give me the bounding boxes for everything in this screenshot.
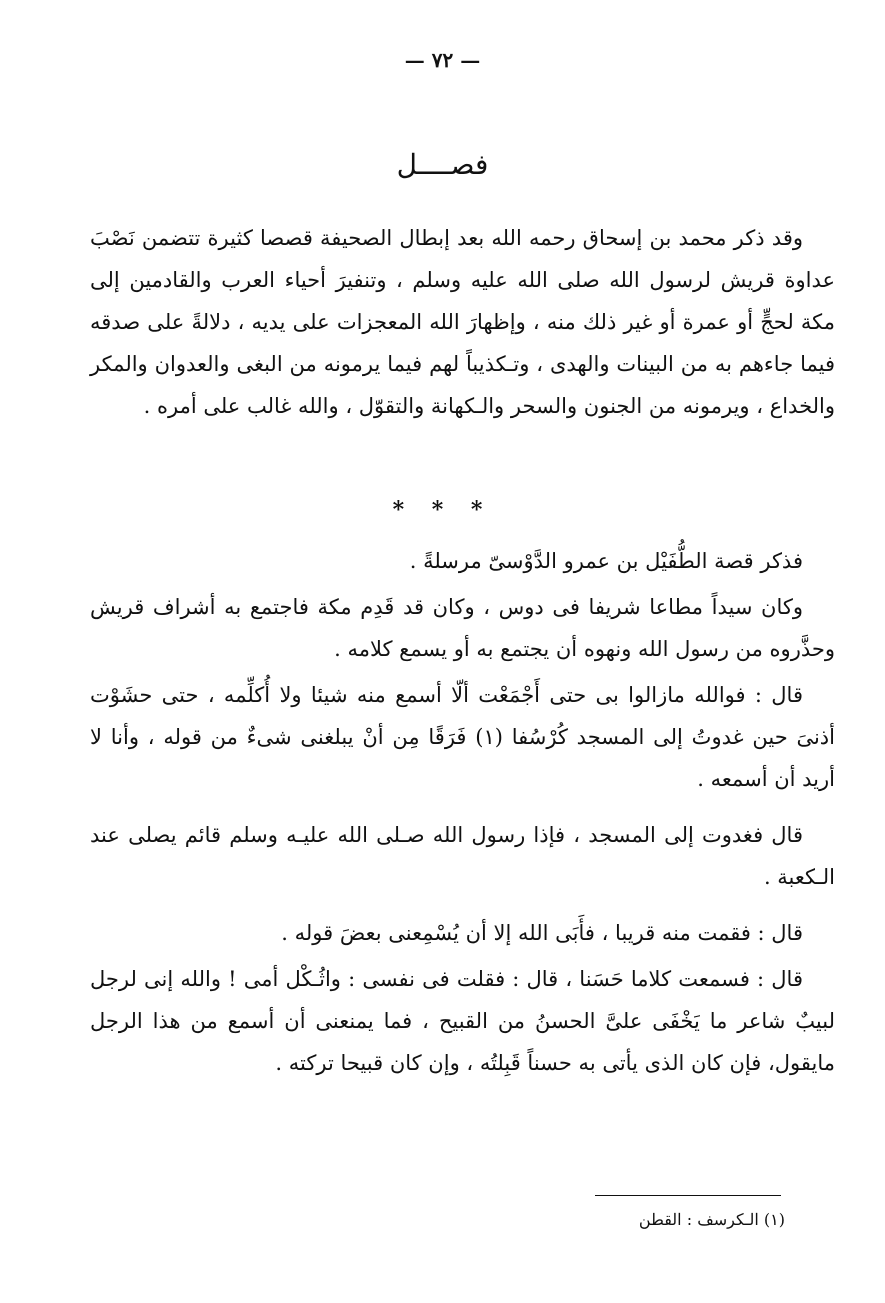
section-heading: فصــــل (396, 148, 489, 181)
story-paragraph: قال : فسمعت كلاما حَسَنا ، قال : فقلت فى نفسى : واثُـكْل أمى ! والله إنى لرجل لبيبٌ شاعر ما يَخْفَى علىَّ الحسنُ من القبيح ، فما يمنعنى أن أسمع من هذا الرجل مايقول، فإن كان الذى يأتى به حسناً قَبِلتُه ، وإن كان قبيحا تركته . (90, 967, 835, 1075)
footnote: (١) الـكرسف : القطن (638, 1210, 785, 1229)
story-paragraph: قال : فوالله مازالوا بى حتى أَجْمَعْت ألّا أسمع منه شيئا ولا أُكلِّمه ، حتى حشَوْت أذنىَ حين غدوتُ إلى المسجد كُرْسُفا (١) فَرَقًا مِن أنْ يبلغنى شىءٌ من قوله ، وأنا لا أريد أن أسمعه . (90, 683, 835, 791)
footnote-rule (595, 1195, 781, 1196)
intro-paragraph: وقد ذكر محمد بن إسحاق رحمه الله بعد إبطال الصحيفة قصصا كثيرة تتضمن نَصْبَ عداوة قريش لرسول الله صلى الله عليه وسلم ، وتنفيرَ أحياء العرب والقادمين إلى مكة لحجٍّ أو عمرة أو غير ذلك منه ، وإظهارَ الله المعجزات على يديه ، دلالةً على صدقه فيما جاءهم به من البينات والهدى ، وتـكذيباً لهم فيما يرمونه من البغى والعدوان والمكر والخداع ، ويرمونه من الجنون والسحر والـكهانة والتقوّل ، والله غالب على أمره . (90, 226, 835, 418)
story-paragraph: فذكر قصة الطُّفَيْل بن عمرو الدَّوْسىّ مرسلةً . (409, 549, 803, 573)
story-paragraph: قال فغدوت إلى المسجد ، فإذا رسول الله صـلى الله عليـه وسلم قائم يصلى عند الـكعبة . (90, 823, 835, 889)
page-number: — ٧٢ — (404, 48, 481, 72)
story-paragraph: قال : فقمت منه قريبا ، فأَبَى الله إلا أن يُسْمِعنى بعضَ قوله . (281, 921, 803, 945)
story-paragraph: وكان سيداً مطاعا شريفا فى دوس ، وكان قد قَدِم مكة فاجتمع به أشراف قريش وحذَّروه من رسول الله ونهوه أن يجتمع به أو يسمع كلامه . (90, 595, 835, 661)
story-block (90, 540, 835, 1084)
section-divider: * * * (392, 497, 493, 523)
intro-block (90, 217, 835, 427)
